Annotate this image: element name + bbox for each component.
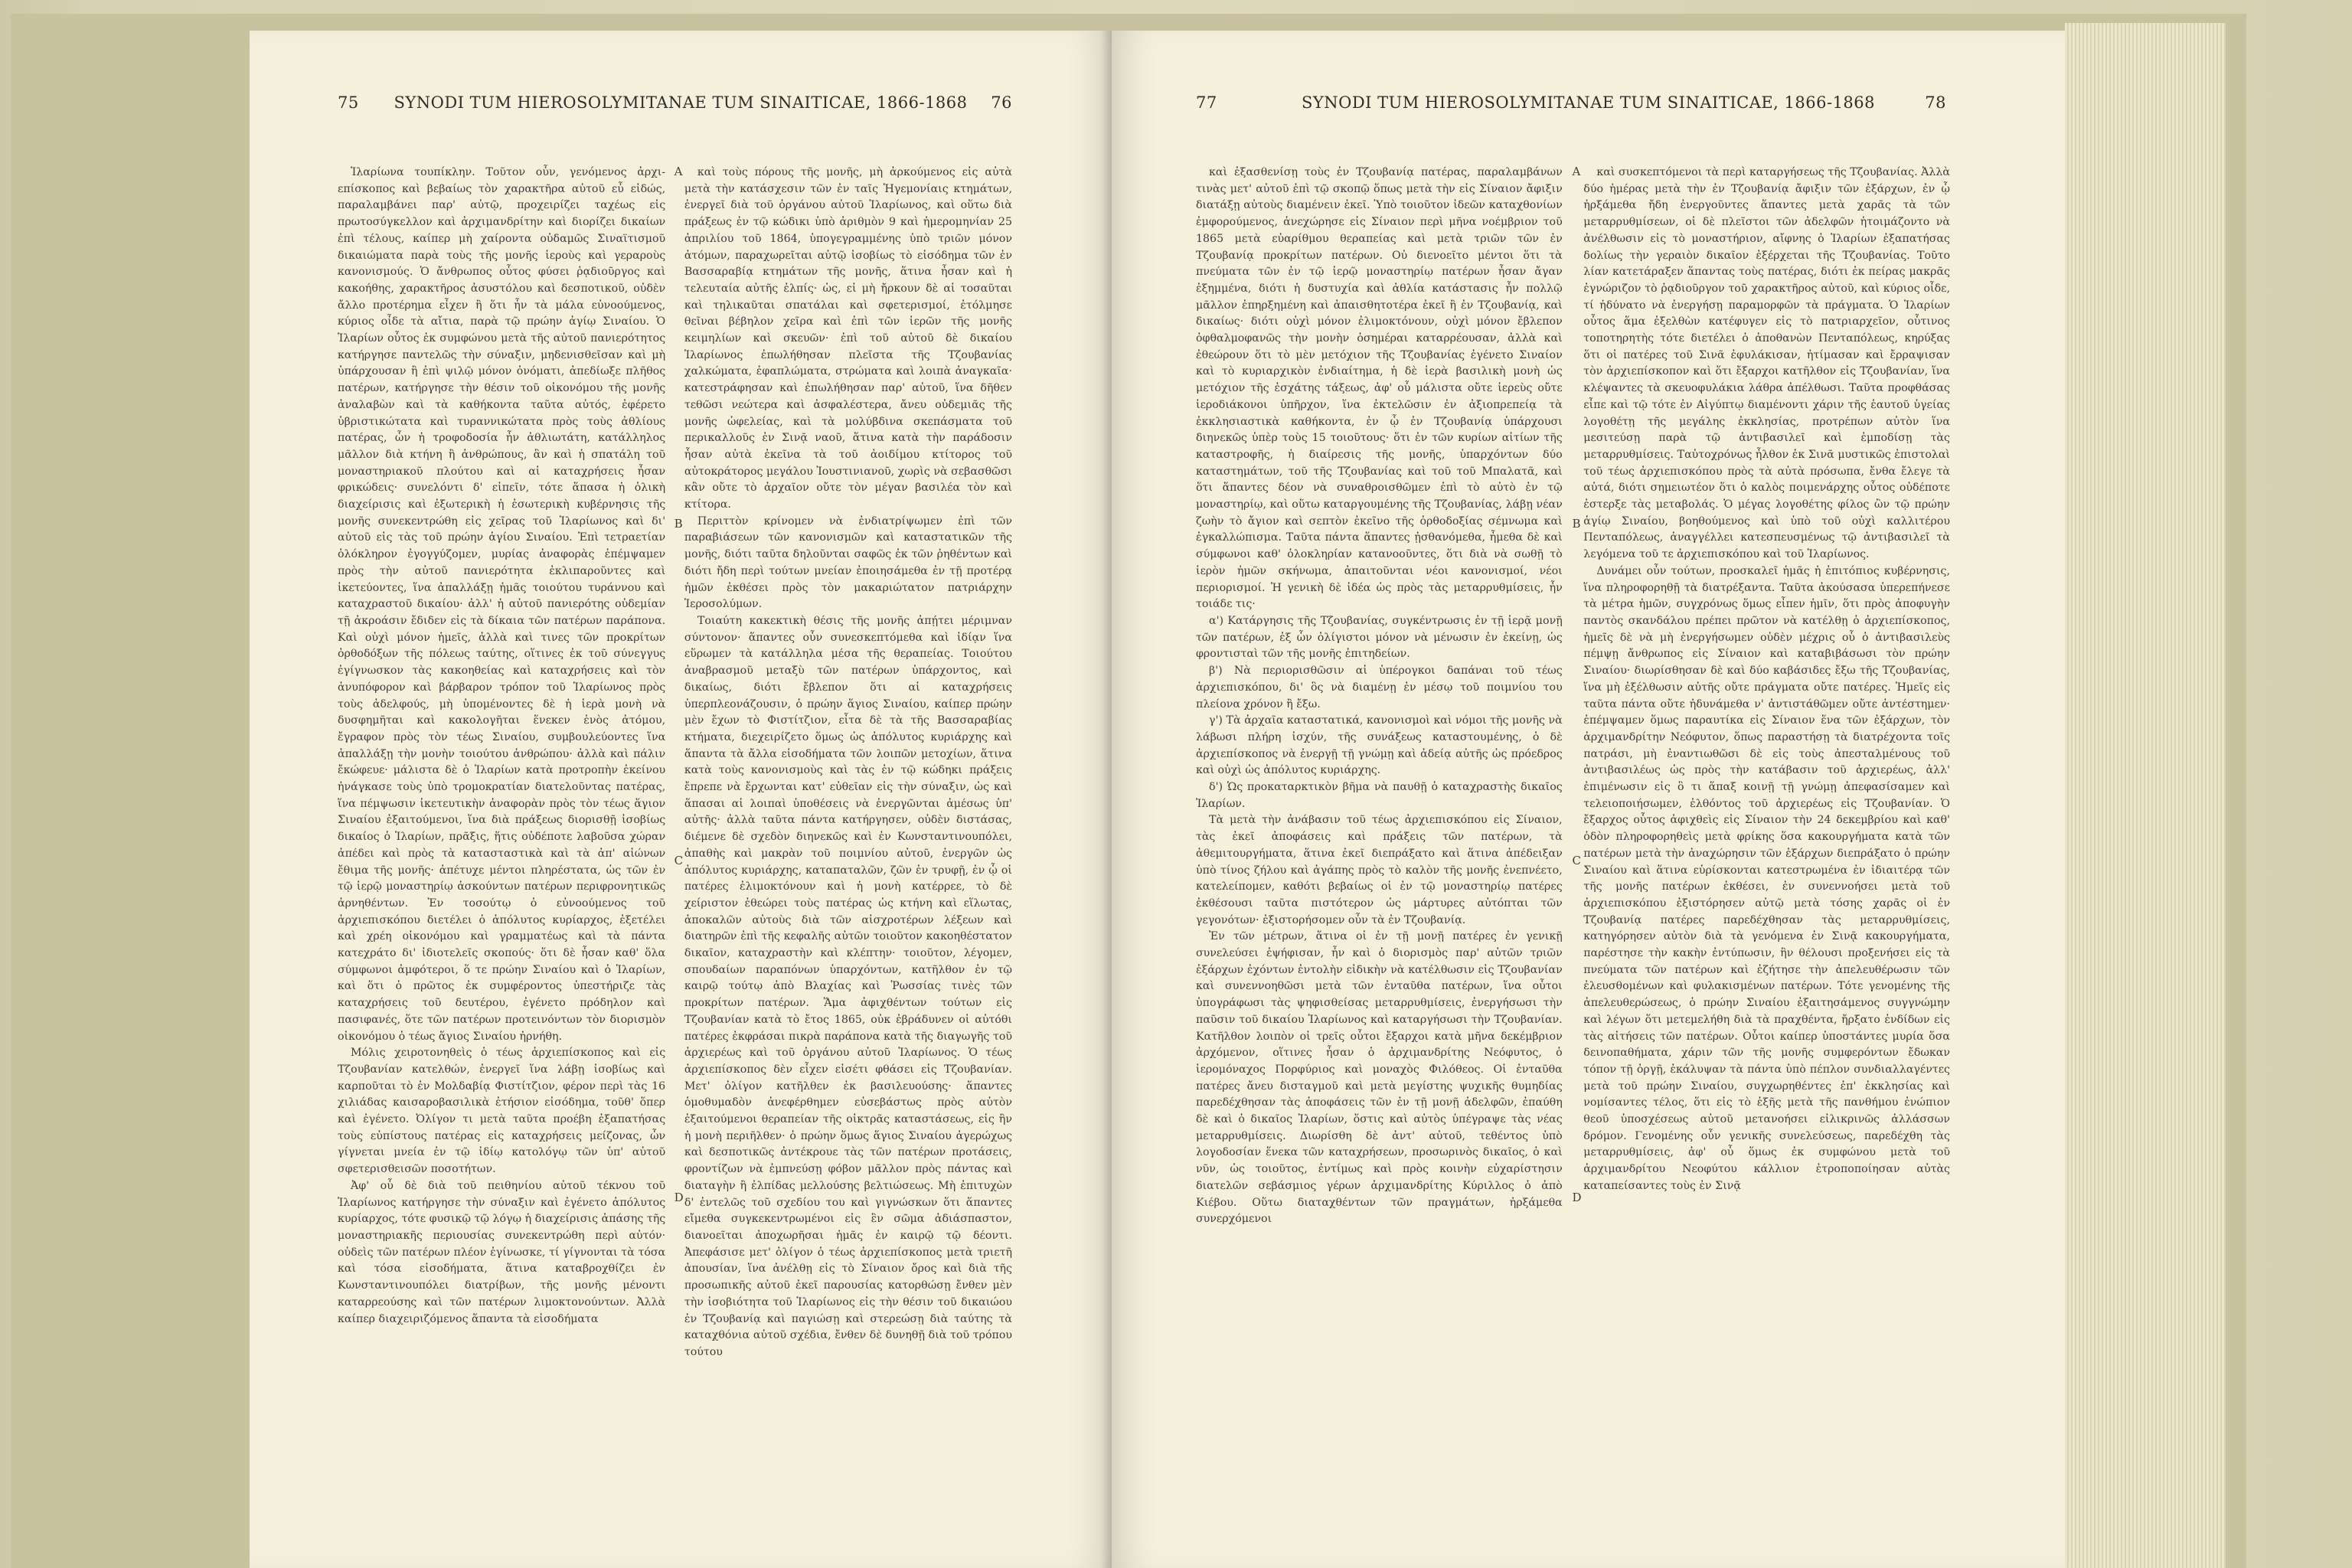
right-page-header xyxy=(1112,93,2065,124)
paragraph: Ἐν τῶν μέτρων, ἅτινα οἱ ἐν τῇ μονῇ πατέρες ἐν γενικῇ συνελεύσει ἐψήφισαν, ἦν καὶ ὁ διορισμὸς παρ' αὐτῶν τριῶν ἐξάρχων ἐχόντων ἐντολὴν εἰδικὴν νὰ κατέλθωσιν εἰς Τζουβανίαν καὶ συνεννοηθῶσι μετὰ τῶν ἐνταῦθα πατέρων, ἵνα οὗτοι ὑπογράφωσι τὰς ψηφισθείσας μεταρρυθμίσεις, ἐνεργήσωσι τὴν παῦσιν τοῦ δικαίου Ἱλαρίωνος καὶ καταργήσωσι τὴν Τζουβανίαν. Κατῆλθον λοιπὸν οἱ τρεῖς οὗτοι ἔξαρχοι κατὰ μῆνα δεκέμβριον ἀρχόμενον, οἵτινες ἦσαν ὁ ἀρχιμανδρίτης Νεόφυτος, ὁ ἱερομόναχος Πορφύριος καὶ μοναχὸς Φιλόθεος. Οἱ ἐνταῦθα πατέρες ἄνευ δισταγμοῦ καὶ μετὰ μεγίστης ψυχικῆς θυμηδίας παρεδέχθησαν τὰς ἀποφάσεις τῶν ἐν τῇ μονῇ ἀδελφῶν, ἐπαύθη δὲ καὶ ὁ δικαῖος Ἱλαρίων, ὅστις καὶ αὐτὸς ὑπέγραψε τὰς νέας μεταρρυθμίσεις. Διωρίσθη δὲ ἀντ' αὐτοῦ, τεθέντος ὑπὸ λογοδοσίαν ἕνεκα τῶν καταχρήσεων, προσωρινὸς δικαῖος, ὁ καὶ νῦν, ὡς τοιοῦτος, ἐντίμως καὶ πρὸς κοινὴν εὐχαρίστησιν διατελῶν σεβάσμιος γέρων ἀρχιμανδρίτης Κύριλλος ὁ ἀπὸ Κιέβου. Οὕτω διαταχθέντων τῶν πραγμάτων, ἠρξάμεθα συνερχόμενοι xyxy=(1196,930,1563,1226)
page-number-76: 76 xyxy=(991,93,1012,112)
paragraph: α') Κατάργησις τῆς Τζουβανίας, συγκέντρωσις ἐν τῇ ἱερᾷ μονῇ τῶν πατέρων, ἐξ ὧν ὀλίγιστοι μόνον νὰ μένωσιν ἐν ἐκείνῃ, ὡς φροντισταὶ τῶν τῆς μονῆς ἐπιτηδείων. xyxy=(1196,614,1563,661)
paragraph: β') Νὰ περιορισθῶσιν αἱ ὑπέρογκοι δαπάναι τοῦ τέως ἀρχιεπισκόπου, δι' ὃς νὰ διαμένῃ ἐν μέσῳ τοῦ ποιμνίου του πλείονα χρόνον ἢ ἔξω. xyxy=(1196,665,1563,710)
page-fore-edge xyxy=(2065,23,2226,1568)
right-page xyxy=(1112,31,2065,1568)
paragraph: Τὰ μετὰ τὴν ἀνάβασιν τοῦ τέως ἀρχιεπισκόπου εἰς Σίναιον, τὰς ἐκεῖ ἀποφάσεις καὶ πράξεις τῶν πατέρων, τὰ ἀθεμιτουργήματα, ἅτινα ἐκεῖ διεπράξατο καὶ ἅτινα ἀπέδειξαν ὑπὸ τίνος ζήλου καὶ ἀγάπης πρὸς τὸ καλὸν τῆς μονῆς ἐνεπνέετο, κατελείπομεν, καθότι βεβαίως οἱ ἐν τῷ μοναστηρίῳ πατέρες ἐκθέσουσι ταῦτα πιστότερον ὡς μάρτυρες αὐτόπται τῶν γεγονότων· ἐξιστορήσομεν οὖν τὰ ἐν Τζουβανίᾳ. xyxy=(1196,814,1563,926)
section-marker-b: B xyxy=(674,517,683,531)
section-marker-d: D xyxy=(1572,1191,1582,1204)
section-marker-a: A xyxy=(674,165,683,178)
paragraph: καὶ τοὺς πόρους τῆς μονῆς, μὴ ἀρκούμενος εἰς αὐτὰ μετὰ τὴν κατάσχεσιν τῶν ἐν ταῖς Ἡγεμονίαις κτημάτων, ἐνεργεῖ διὰ τοῦ ὀργάνου αὐτοῦ Ἱλαρίωνος, καὶ οὕτω διὰ πράξεως ἐν τῷ κώδικι ὑπὸ ἀριθμὸν 9 καὶ ἡμερομηνίαν 25 ἀπριλίου τοῦ 1864, ὑπογεγραμμένης ὑπὸ τριῶν μόνον ἀτόμων, παραχωρεῖται αὐτῷ ἰσοβίως τὸ εἰσόδημα τῶν ἐν Βασσαραβίᾳ κτημάτων τῆς μονῆς, ἅτινα ἦσαν καὶ ἡ τελευταία αὐτῆς ἐλπίς· ὡς, εἰ μὴ ἤρκουν δὲ αἱ τοσαῦται καὶ τηλικαῦται σπατάλαι καὶ σφετερισμοί, ἐτόλμησε θεῖναι βέβηλον χεῖρα καὶ ἐπὶ τῶν ἱερῶν τῆς μονῆς κειμηλίων καὶ σκευῶν· ἐπὶ τοῦ αὐτοῦ δὲ δικαίου Ἱλαρίωνος ἐπωλήθησαν πλεῖστα τῆς Τζουβανίας χαλκώματα, ἐφαπλώματα, στρώματα καὶ λοιπὰ ἀναγκαῖα· κατεστράφησαν καὶ ἐπωλήθησαν παρ' αὐτοῦ, ἵνα δῆθεν τεθῶσι νεώτερα καὶ ἀσφαλέστερα, ἄνευ οὐδεμιᾶς τῆς μονῆς ὠφελείας, καὶ τὰ μολύβδινα σκεπάσματα τοῦ περικαλλοῦς ἐν Σινᾷ ναοῦ, ἅτινα κατὰ τὴν παράδοσιν ἦσαν αὐτὰ ἐκεῖνα τὰ τοῦ ἀοιδίμου κτίτορος τοῦ αὐτοκράτορος μεγάλου Ἰουστινιανοῦ, χωρὶς νὰ σεβασθῶσι κἂν οὔτε τὸ ἀρχαῖον οὔτε τὸν μέγαν βασιλέα τὸν καὶ κτίτορα. xyxy=(684,166,1012,511)
section-marker-b: B xyxy=(1572,517,1581,531)
running-title: SYNODI TUM HIEROSOLYMITANAE TUM SINAITICAE, 1866-1868 xyxy=(1301,93,1876,112)
paragraph: Τοιαύτη κακεκτικὴ θέσις τῆς μονῆς ἀπῄτει μέριμναν σύντονον· ἅπαντες οὖν συνεσκεπτόμεθα καὶ ἰδίᾳν ἵνα εὕρωμεν τὰ κατάλληλα μέσα τῆς θεραπείας. Τοιούτου ἀναβρασμοῦ μεταξὺ τῶν πατέρων ὑπάρχοντος, καὶ δικαίως, διότι ἔβλεπον ὅτι αἱ καταχρήσεις ὑπερπλεονάζουσιν, ὁ πρώην ἅγιος Σιναίου, καίπερ πρώην μὲν ἔχων τὸ Φιστίτζιον, εἶτα δὲ τὰ τῆς Βασσαραβίας κτήματα, διεχειρίζετο ὅμως ὡς ἀπόλυτος κυριάρχης καὶ ἅπαντα τὰ ἄλλα εἰσοδήματα τῶν λοιπῶν μετοχίων, ἅτινα κατὰ τοὺς κανονισμοὺς καὶ τὰς ἐν τῷ κώδηκι πράξεις ἔπρεπε νὰ ἔρχωνται κατ' εὐθεῖαν εἰς τὴν σύναξιν, ὡς καὶ ἅπασαι αἱ λοιπαὶ ὑποθέσεις νὰ ἐνεργῶνται ἀμέσως ὑπ' αὐτῆς· ἀλλὰ ταῦτα πάντα κατήργησεν, οὐδὲν διστάσας, διέμενε δὲ σχεδὸν διηνεκῶς καὶ ἐν Κωνσταντινουπόλει, ἀπαθὴς καὶ μακρὰν τοῦ ποιμνίου αὐτοῦ, ἐνεργῶν ὡς ἀπόλυτος κυριάρχης, καταπαταλῶν, ζῶν ἐν τρυφῇ, ἐν ᾧ οἱ πατέρες ἐλιμοκτόνουν καὶ ἡ μονὴ κατέρρεε, τὸ δὲ χείριστον ἐθεώρει τοὺς πατέρας ὡς κτήνη καὶ εἵλωτας, ἀποκαλῶν αὐτοὺς διὰ τῶν αἰσχροτέρων λέξεων καὶ διατηρῶν ἐπὶ τῆς κεφαλῆς αὐτῶν τοιοῦτον κακοηθέστατον δικαῖον, καταχραστὴν καὶ κλέπτην· τοιοῦτον, λέγομεν, σπουδαίων παραπόνων ὑπαρχόντων, κατῆλθον ἐν τῷ καιρῷ τούτῳ ἀπὸ Βλαχίας καὶ Ῥωσσίας τινὲς τῶν προκρίτων πατέρων. Ἅμα ἀφιχθέντων τούτων εἰς Τζουβανίαν κατὰ τὸ ἔτος 1865, οὐκ ἐβράδυνεν οἱ αὐτόθι πατέρες ἐκφράσαι πικρὰ παράπονα κατὰ τῆς διαγωγῆς τοῦ ἀρχιερέως καὶ τοῦ ὀργάνου αὐτοῦ Ἱλαρίωνος. Ὁ τέως ἀρχιεπίσκοπος δὲν εἶχεν εἰσέτι φθάσει εἰς Τζουβανίαν. Μετ' ὀλίγον κατῆλθεν ἐκ βασιλευούσης· ἅπαντες ὁμοθυμαδὸν ἀνεφέρθημεν εὐσεβάστως πρὸς αὐτὸν ἐξαιτούμενοι θεραπείαν τῆς οἰκτρᾶς καταστάσεως, εἰς ἣν ἡ μονὴ περιῆλθεν· ὁ πρώην ὅμως ἅγιος Σιναίου ἀγερώχως καὶ δεσποτικῶς ἀντέκρουε τὰς τῶν πατέρων προτάσεις, φροντίζων νὰ ἐμπνεύσῃ φόβον μᾶλλον πρὸς πάντας καὶ διαταγὴν ἢ ἐλπίδας μελλούσης βελτιώσεως. Μὴ ἐπιτυχὼν δ' ἐντελῶς τοῦ σχεδίου του καὶ γιγνώσκων ὅτι ἅπαντες εἴμεθα συγκεκεντρωμένοι εἰς ἓν σῶμα ἀδιάσπαστον, διανοεῖται ἀποχωρῆσαι ἡμᾶς ἐν καιρῷ τῷ δέοντι. Ἀπεφάσισε μετ' ὀλίγον ὁ τέως ἀρχιεπίσκοπος μετὰ τριετῆ ἀπουσίαν, ἵνα ἀνέλθῃ εἰς τὸ Σίναιον ὄρος καὶ διὰ τῆς προσωπικῆς αὐτοῦ ἐκεῖ παρουσίας κατορθώσῃ ἔνθεν μὲν τὴν ἰσοβιότητα τοῦ Ἱλαρίωνος εἰς τὴν θέσιν τοῦ δικαιώου ἐν Τζουβανίᾳ καὶ παγιώσῃ καὶ στερεώσῃ διὰ ταύτης τὰ καταχθόνια αὐτοῦ σχέδια, ἔνθεν δὲ δυνηθῇ διὰ τοῦ τρόπου τούτου xyxy=(684,614,1012,1358)
paragraph: Ἀφ' οὗ δὲ διὰ τοῦ πειθηνίου αὐτοῦ τέκνου τοῦ Ἱλαρίωνος κατήργησε τὴν σύναξιν καὶ ἐγένετο ἀπόλυτος κυρίαρχος, τότε φυσικῷ τῷ λόγῳ ἡ διαχείρισις ἁπάσης τῆς μοναστηριακῆς περιουσίας συνεκεντρώθη περὶ αὐτόν· οὐδεὶς τῶν πατέρων πλέον ἐγίνωσκε, τί γίγνονται τὰ τόσα καὶ τόσα εἰσοδήματα, ἅτινα καταβροχθίζει ἐν Κωνσταντινουπόλει διατρίβων, τῆς μονῆς μένοντι καταρρεούσης καὶ τῶν πατέρων λιμοκτονούντων. Ἀλλὰ καίπερ διαχειριζόμενος ἅπαντα τὰ εἰσοδήματα xyxy=(338,1179,666,1325)
paragraph: καὶ συσκεπτόμενοι τὰ περὶ καταργήσεως τῆς Τζουβανίας. Ἀλλὰ δύο ἡμέρας μετὰ τὴν ἐν Τζουβανίᾳ ἄφιξιν τῶν ἐξάρχων, ἐν ᾧ ἠρξάμεθα ἤδη ἐνεργοῦντες ἅπαντες μετὰ χαρᾶς τὰ τῶν μεταρρυθμίσεων, οἱ δὲ πλεῖστοι τῶν ἀδελφῶν ἡτοιμάζοντο νὰ ἀνέλθωσιν εἰς τὸ μοναστήριον, αἴφνης ὁ Ἱλαρίων ἐξαπατήσας δολίως τὴν γεραιὸν δικαῖον ἐξέρχεται τῆς Τζουβανίας. Τοῦτο λίαν κατετάραξεν ἅπαντας τοὺς πατέρας, διότι ἐκ πείρας μακρᾶς ἐγνώριζον τὸ ῥᾳδιοῦργον τοῦ χαρακτῆρος αὐτοῦ, καὶ κύριος οἶδε, τί ἠδύνατο νὰ ἐνεργήσῃ παραμορφῶν τὰ πράγματα. Ὁ Ἱλαρίων οὗτος ἅμα ἐξελθὼν κατέφυγεν εἰς τὸ πατριαρχεῖον, οὗτινος τοποτηρητὴς τότε διετέλει ὁ ἀποθανὼν Πενταπόλεως, κηρύξας ὅτι οἱ πατέρες τοῦ Σινᾶ ἐφυλάκισαν, ἠτίμασαν καὶ ἔρραψισαν τὸν ἀρχιεπίσκοπον καὶ ὅτι ἔξαρχοι κατῆλθον εἰς Τζουβανίαν, ἵνα κλέψαντες τὰ σκευοφυλάκια λάθρα ἀπέλθωσι. Ταῦτα προφθάσας εἶπε καὶ τῷ τότε ἐν Αἰγύπτῳ διαμένοντι χάριν τῆς ἑαυτοῦ ὑγείας λογοθέτῃ τῆς μεγάλης ἐκκλησίας, προτρέπων αὐτὸν ἵνα μεσιτεύσῃ παρὰ τῷ ἀντιβασιλεῖ καὶ ἐμποδίσῃ τὰς μεταρρυθμίσεις. Ταὐτοχρόνως ἦλθον ἐκ Σινᾶ μυστικῶς ἐπιστολαὶ τοῦ τέως ἀρχιεπισκόπου πρὸς τὰ αὐτὰ πρόσωπα, ἔνθα ἔλεγε τὰ αὐτά, διότι σημειωτέον ὅτι ὁ καλὸς ποιμενάρχης οὗτος οὐδέποτε ἐστερξε τὰς μεταβολάς. Ὁ μέγας λογοθέτης φίλος ὢν τῷ πρώην ἁγίῳ Σιναίου, βοηθούμενος καὶ ὑπὸ τοῦ οὐχὶ καλλιτέρου Πενταπόλεως, ἀναγγέλλει κατεσπευσμένως τῷ ἀντιβασιλεῖ τὰ λεγόμενα τοῦ τε ἀρχιεπισκόπου καὶ τοῦ Ἱλαρίωνος. xyxy=(1583,166,1950,561)
column-77 xyxy=(1196,165,1563,1550)
paragraph: δ') Ὡς προκαταρκτικὸν βῆμα νὰ παυθῇ ὁ καταχραστὴς δικαῖος Ἱλαρίων. xyxy=(1196,781,1563,810)
column-76 xyxy=(684,165,1012,1550)
section-marker-c: C xyxy=(1572,854,1581,867)
paragraph: Μόλις χειροτονηθεὶς ὁ τέως ἀρχιεπίσκοπος καὶ εἰς Τζουβανίαν κατελθών, ἐνεργεῖ ἵνα λάβῃ ἰσοβίως καὶ καρποῦται τὸ ἐν Μολδαβίᾳ Φιστίτζιον, φέρον περὶ τὰς 16 χιλιάδας καισαροβασιλικὰ ἐτήσιον εἰσόδημα, τοῦθ' ὅπερ καὶ ἐγένετο. Ὀλίγον τι μετὰ ταῦτα προέβη ἐξαπατήσας τοὺς εὐπίστους πατέρας εἰς καταχρήσεις μείζονας, ὧν γίγνεται μνεία ἐν τῷ ἰδίῳ κατολόγῳ τῶν ὑπ' αὐτοῦ σφετερισθεισῶν ποσοτήτων. xyxy=(338,1047,666,1176)
left-page xyxy=(250,31,1112,1568)
column-78 xyxy=(1583,165,1950,1550)
column-75 xyxy=(338,165,665,1550)
paragraph: Δυνάμει οὖν τούτων, προσκαλεῖ ἡμᾶς ἡ ἐπιτόπιος κυβέρνησις, ἵνα πληροφορηθῇ τὰ διατρέξαντα. Ταῦτα ἀκούσασα ὑπερεπήνεσε τὰ μέτρα ἡμῶν, συγχρόνως ὅμως εἶπεν ἡμῖν, ὅτι πρὸς ἀποφυγὴν παντὸς σκανδάλου πρέπει πρῶτον νὰ κατέλθῃ ὁ ἀρχιεπίσκοπος, ἡμεῖς δὲ νὰ μὴ ἐνεργήσωμεν οὐδὲν μέχρις οὗ ὁ ἀντιβασιλεὺς πέμψῃ ἄνθρωπος εἰς Σίναιον καὶ καταβιβάσωσι τὸν πρώην Σιναίου· διωρίσθησαν δὲ καὶ δύο καβάσιδες ἔξω τῆς Τζουβανίας, ἵνα μὴ ἐξέλθωσιν αὐτῆς οὔτε πράγματα οὔτε πατέρες. Ἡμεῖς εἰς ταῦτα πάντα οὔτε ἠδυνάμεθα ν' ἀντιστάθῶμεν οὔτε ἀντέστημεν· ἐπέμψαμεν ὅμως παραυτίκα εἰς Σίναιον ἕνα τῶν ἐξάρχων, τὸν ἀρχιμανδρίτην Νεόφυτον, ὅπως παραστήσῃ τὰ διατρέχοντα τοῖς πατράσι, μὴ ἐναντιωθῶσι δὲ εἰς τοὺς ἀπεσταλμένους τοῦ ἀντιβασιλέως ὡς πρὸς τὴν κατάβασιν τοῦ ἀρχιερέως, ἀλλ' ἐπιμένωσιν εἰς ὃ τι ἅπαξ κοινῇ τῇ γνώμῃ ἀπεφασίσαμεν καὶ τελειοποιήσωμεν, ἐλθόντος τοῦ ἀρχιερέως εἰς Τζουβανίαν. Ὁ ἔξαρχος οὗτος ἀφιχθεὶς εἰς Σίναιον τὴν 24 δεκεμβρίου καὶ καθ' ὁδὸν πληροφορηθεὶς μετὰ φρίκης ὅσα κακουργήματα κατὰ τῶν πατέρων μετὰ τὴν ἀναχώρησιν τῶν ἐξάρχων διεπράξατο ὁ πρώην Σιναίου καὶ ἅτινα εὑρίσκονται κατεστρωμένα ἐν ἰδιαιτέρᾳ τῶν τῆς μονῆς πατέρων ἐκθέσει, ἐν συνεννοήσει μετὰ τοῦ ἀρχιεπισκόπου ἐξιστόρησεν αὐτῷ μετὰ τόσης χαρᾶς οἱ ἐν Τζουβανίᾳ πατέρες παρεδέχθησαν τὰς μεταρρυθμίσεις, κατηγόρησεν αὐτὸν διὰ τὰ γενόμενα ἐν Σινᾷ κακουργήματα, παρέστησε τὴν κακὴν ἐντύπωσιν, ἣν θέλουσι προξενήσει εἰς τὰ πνεύματα τῶν πατέρων καὶ ἐζήτησε τὴν ἀπελευθέρωσιν τῶν ἐλευσθομένων καὶ φυλακισμένων πατέρων. Τότε γενομένης τῆς ἀπελευθερώσεως, ὁ πρώην Σιναίου ἐξαιτησάμενος συγγνώμην καὶ λέγων ὅτι μετεμελήθη διὰ τὰ πραχθέντα, ἤρξατο ἐνδίδων εἰς τὰς αἰτήσεις τῶν πατέρων. Οὗτοι καίπερ ὑποστάντες μυρία ὅσα δεινοπαθήματα, χάριν τῶν τῆς μονῆς συμφερόντων ἔδωκαν τόπον τῇ ὀργῇ, ἐκάλυψαν τὰ πάντα ὑπὸ πέπλον συνδιαλλαγέντες μετὰ τοῦ πρώην Σιναίου, συγχωρηθέντες ἐπ' ἐκκλησίας καὶ νομίσαντες τέλος, ὅτι εἰς τὸ ἑξῆς μετὰ τῆς πανθήμου ἐνώπιον θεοῦ ὑποσχέσεως αὐτοῦ μετανοήσει εἰλικρινῶς ἀλλάσσων δρόμον. Γενομένης οὖν γενικῆς συνελεύσεως, παρεδέχθη τὰς μεταρρυθμίσεις, ἀφ' οὗ ὅμως ἐκ συμφώνου μετὰ τοῦ ἀρχιμανδρίτου Νεοφύτου κάλλιον ἐτροποποίησαν αὐτὰς καταπείσαντες τοὺς ἐν Σινᾷ xyxy=(1583,564,1950,1192)
page-number-77: 77 xyxy=(1196,93,1217,112)
section-marker-c: C xyxy=(674,854,684,867)
running-title: SYNODI TUM HIEROSOLYMITANAE TUM SINAITICAE, 1866-1868 xyxy=(394,93,968,112)
paragraph: καὶ ἐξασθενίσῃ τοὺς ἐν Τζουβανίᾳ πατέρας, παραλαμβάνων τινὰς μετ' αὐτοῦ ἐπὶ τῷ σκοπῷ ὅπως μετὰ τὴν εἰς Σίναιον ἄφιξιν διατάξῃ αὐτοὺς διαμένειν ἐκεῖ. Ὑπὸ τοιοῦτον ἰδεῶν καταχθονίων ἐμφορούμενος, ἀνεχώρησε εἰς Σίναιον περὶ μῆνα νοέμβριον τοῦ 1865 μετὰ εὐαρίθμου θεραπείας καὶ μετὰ τριῶν τῶν ἐν Τζουβανίᾳ προκρίτων πατέρων. Οὐ διενοεῖτο μέντοι ὅτι τὰ πνεύματα τῶν ἐν τῷ ἱερῷ μοναστηρίῳ πατέρων ἦσαν ἄγαν ἐξημμένα, διότι ἡ δυστυχία καὶ ἀθλία κατάστασις ἦν πολλῷ μᾶλλον ἐπηρξημένη καὶ ἀπαισθητοτέρα ἐκεῖ ἢ ἐν Τζουβανίᾳ, καὶ δικαίως· διότι οὐχὶ μόνον ἐλιμοκτόνουν, οὐχὶ μόνον ἔβλεπον ὀφθαλμοφανῶς τὴν μονὴν ὁσημέραι καταρρέουσαν, ἀλλὰ καὶ ἐθεώρουν ὅτι τὸ μὲν μετόχιον τῆς Τζουβανίας ἐγένετο Σιναίον καὶ τὸ κυριαρχικὸν ἐνδιαίτημα, ἡ δὲ ἱερὰ βασιλικὴ μονὴ ὡς μετόχιον τῆς ἐσχάτης τάξεως, ἀφ' οὗ μάλιστα οὔτε ἱερεὺς οὔτε ἱεροδιάκονοι ὑπῆρχον, ἵνα ἐκτελῶσιν ἐν ἀξιοπρεπείᾳ τὰ ἐκκλησιαστικὰ καθήκοντα, ἐν ᾧ ἐν Τζουβανίᾳ ὑπάρχουσι διηνεκῶς ὑπὲρ τοὺς 15 τοιοῦτους· ὅτι ἐν τῶν κυρίων αἰτίων τῆς καταστροφῆς, ἡ διαίρεσις τῆς μονῆς, ὑπαρχόντων δύο καταστημάτων, τοῦ τῆς Τζουβανίας καὶ τοῦ τοῦ Μπαλατᾶ, καὶ ὅτι ἅπαντες δέον νὰ συναθροισθῶμεν ἐπὶ τὸ αὐτὸ ἐν τῷ μοναστηρίῳ, καὶ οὕτω καταργουμένης τῆς Τζουβανίας, λάβῃ νέαν ζωὴν τὸ ἄγιον καὶ σεπτὸν ἐκεῖνο τῆς ὀρθοδοξίας σέμνωμα καὶ ἐγκαλλώπισμα. Ταῦτα πάντα ἅπαντες ᾐσθανόμεθα, ἦμεθα δὲ καὶ σύμφωνοι καθ' ὁλοκληρίαν κατανοοῦντες, ὅτι διὰ νὰ σωθῇ τὸ ἱερὸν ἡμῶν σκήνωμα, ἀπαιτοῦνται νέοι κανονισμοί, νέοι περιορισμοί. Ἡ γενικὴ δὲ ἰδέα ὡς πρὸς τὰς μεταρρυθμίσεις, ἦν τοιάδε τις· xyxy=(1196,166,1563,611)
left-page-columns xyxy=(338,165,1012,1550)
paragraph: Ἱλαρίωνα τουπίκλην. Τοῦτον οὖν, γενόμενος ἀρχι-επίσκοπος καὶ βεβαίως τὸν χαρακτῆρα αὐτοῦ εὖ εἰδώς, παραλαμβάνει παρ' αὐτῷ, προχειρίζει ταχέως εἰς πρωτοσύγκελλον καὶ ἀρχιμανδρίτην καὶ διορίζει δικαίων ἐπὶ τέλους, καίπερ μὴ χαίροντα οὐδαμῶς Σιναϊτισμοῦ δικαιώματα παρὰ τοὺς τῆς μονῆς ἱεροὺς καὶ γεραροὺς κανονισμούς. Ὁ ἄνθρωπος οὗτος φύσει ῥᾳδιοῦργος καὶ κακοήθης, χαρακτῆρος ἀσυστόλου καὶ δεσποτικοῦ, οὐδὲν ἄλλο προτέρημα εἶχεν ἢ ὅτι ἦν τὰ μάλα εὐνοούμενος, κύριος οἶδε τὰ αἴτια, παρὰ τῷ πρώην ἁγίῳ Σιναίου. Ὁ Ἱλαρίων οὗτος ἐκ συμφώνου μετὰ τῆς αὐτοῦ πανιερότητος κατήργησε παντελῶς τὴν σύναξιν, μηδενισθεῖσαν καὶ μὴ ὑπάρχουσαν ἢ ἐπὶ ψιλῷ μόνον ὀνόματι, ἀπεδίωξε πλῆθος πατέρων, κατήργησε τὴν θέσιν τοῦ οἰκονόμου τῆς μονῆς ἀναλαβὼν καὶ τὰ καθήκοντα ταῦτα αὐτός, ἐφέρετο ὑβριστικώτατα καὶ τυραννικώτατα πρὸς τοὺς ἀθλίους πατέρας, ὧν ἡ τροφοδοσία ἦν ἀθλιωτάτη, κατάλληλος μᾶλλον διὰ κτήνη ἢ ἀνθρώπους, ἂν καὶ ἡ σπατάλη τοῦ μοναστηριακοῦ πλούτου καὶ αἱ καταχρήσεις ἦσαν φρικώδεις· συνελόντι δ' εἰπεῖν, τότε ἅπασα ἡ ὁλικὴ διαχείρισις καὶ ἐξωτερικὴ ἡ ἐσωτερικὴ κυβέρνησις τῆς μονῆς συνεκεντρώθη εἰς χεῖρας τοῦ Ἱλαρίωνος καὶ δι' αὐτοῦ εἰς τὰς τοῦ πρώην ἁγίου Σιναίου. Ἐπὶ τετραετίαν ὁλόκληρον ἐγογγύζομεν, μυρίας ἀναφορὰς ἐπέμψαμεν πρὸς τὴν αὐτοῦ πανιερότητα ἐκλιπαροῦντες καὶ ἱκετεύοντες, ἵνα ἀπαλλάξῃ ἡμᾶς τοιούτου τυράννου καὶ καταχραστοῦ δικαίου· ἀλλ' ἡ αὐτοῦ πανιερότης οὐδεμίαν τῇ ἀκροάσιν ἔδιδεν εἰς τὰ δίκαια τῶν πατέρων παράπονα. Καὶ οὐχὶ μόνον ἡμεῖς, ἀλλὰ καὶ τινες τῶν προκρίτων ὀρθοδόξων τῆς πόλεως ταύτης, οἵτινες ἐκ τοῦ σύνεγγυς ἐγίγνωσκον τὰς κακοηθείας καὶ καταχρήσεις καὶ τὸν ἀνυπόφορον καὶ βάρβαρον τρόπον τοῦ Ἱλαρίωνος πρὸς τοὺς ἀδελφούς, μὴ ὑπομένοντες δὲ ἡ ἱερὰ μονὴ νὰ δυσφημῆται καὶ κακολογῆται ἕνεκεν ἑνὸς ἀτόμου, ἔγραφον πρὸς τὸν τέως Σιναίου, συμβουλεύοντες ἵνα ἀπαλλάξῃ τὴν μονὴν τοιούτου ἀνθρώπου· ἀλλὰ καὶ πάλιν ἔκώφευε· μάλιστα δὲ ὁ Ἱλαρίων κατὰ προτροπὴν ἐκείνου ἠνάγκασε τοὺς ὑπὸ τρομοκρατίαν διατελοῦντας πατέρας, ἵνα πέμψωσιν ἱκετευτικὴν ἀναφορὰν πρὸς τὸν τέως ἅγιον Σιναίου ἐξαιτούμενοι, ἵνα διὰ πράξεως διορισθῇ ἰσοβίως δικαίος ὁ Ἱλαρίων, πρᾶξις, ἥτις οὐδέποτε λαβοῦσα χώραν ἀπέδει καὶ πρὸς τὰ κατασταστικὰ καὶ τὰ ἀπ' αἰώνων ἔθιμα τῆς μονῆς· ἀπέτυχε μέντοι πληρέστατα, ὡς τῶν ἐν τῷ ἱερῷ μοναστηρίῳ ἀσκούντων πατέρων περιφρονητικῶς ἀρνηθέντων. Ἐν τοσούτῳ ὁ εὐνοούμενος τοῦ ἀρχιεπισκόπου διετέλει ὁ ἀπόλυτος κυρίαρχος, ἐξετέλει καὶ χρέη οἰκονόμου καὶ γραμματέως καὶ τὰ πάντα κατεχράτο δι' ἰδιοτελεῖς σκοπούς· ὅτι δὲ ἦσαν καθ' ὅλα σύμφωνοι ἀμφότεροι, ὅ τε πρώην Σιναίου καὶ ὁ Ἱλαρίων, καὶ ὅτι ὁ πρῶτος ἐκ συμφέροντος ὑπεστήριζε τὰς καταχρήσεις τοῦ δευτέρου, ἐγένετο πρόδηλον καὶ πασιφανές, ὅτε τῶν πατέρων προτεινόντων τὸν διορισμὸν οἰκονόμου ὁ τέως ἅγιος Σιναίου ἠρνήθη. xyxy=(338,166,666,1043)
page-number-75: 75 xyxy=(338,93,359,112)
page-number-78: 78 xyxy=(1925,93,1946,112)
right-page-columns xyxy=(1196,165,1950,1550)
left-page-header xyxy=(250,93,1112,124)
section-marker-a: A xyxy=(1572,165,1581,178)
paragraph: γ') Τὰ ἀρχαῖα καταστατικά, κανονισμοὶ καὶ νόμοι τῆς μονῆς νὰ λάβωσι πλήρη ἰσχύν, τῆς συνάξεως καταστουμένης, ὁ δὲ ἀρχιεπίσκοπος νὰ ἐνεργῇ τῇ γνώμῃ καὶ ἀδείᾳ αὐτῆς ὡς πρόεδρος καὶ οὐχὶ ὡς ἀπόλυτος κυριάρχης. xyxy=(1196,714,1563,777)
paragraph: Περιττὸν κρίνομεν νὰ ἐνδιατρίψωμεν ἐπὶ τῶν παραβιάσεων τῶν κανονισμῶν καὶ καταστατικῶν τῆς μονῆς, διότι ταῦτα δηλοῦνται σαφῶς ἐκ τῶν ῥηθέντων καὶ διότι ἤδη περὶ τούτων μνείαν ἐποιησάμεθα ἐν τῇ προτέρᾳ ἡμῶν ἐκθέσει πρὸς τὸν μακαριώτατον πατριάρχην Ἱεροσολύμων. xyxy=(684,514,1012,611)
section-marker-d: D xyxy=(674,1191,684,1204)
